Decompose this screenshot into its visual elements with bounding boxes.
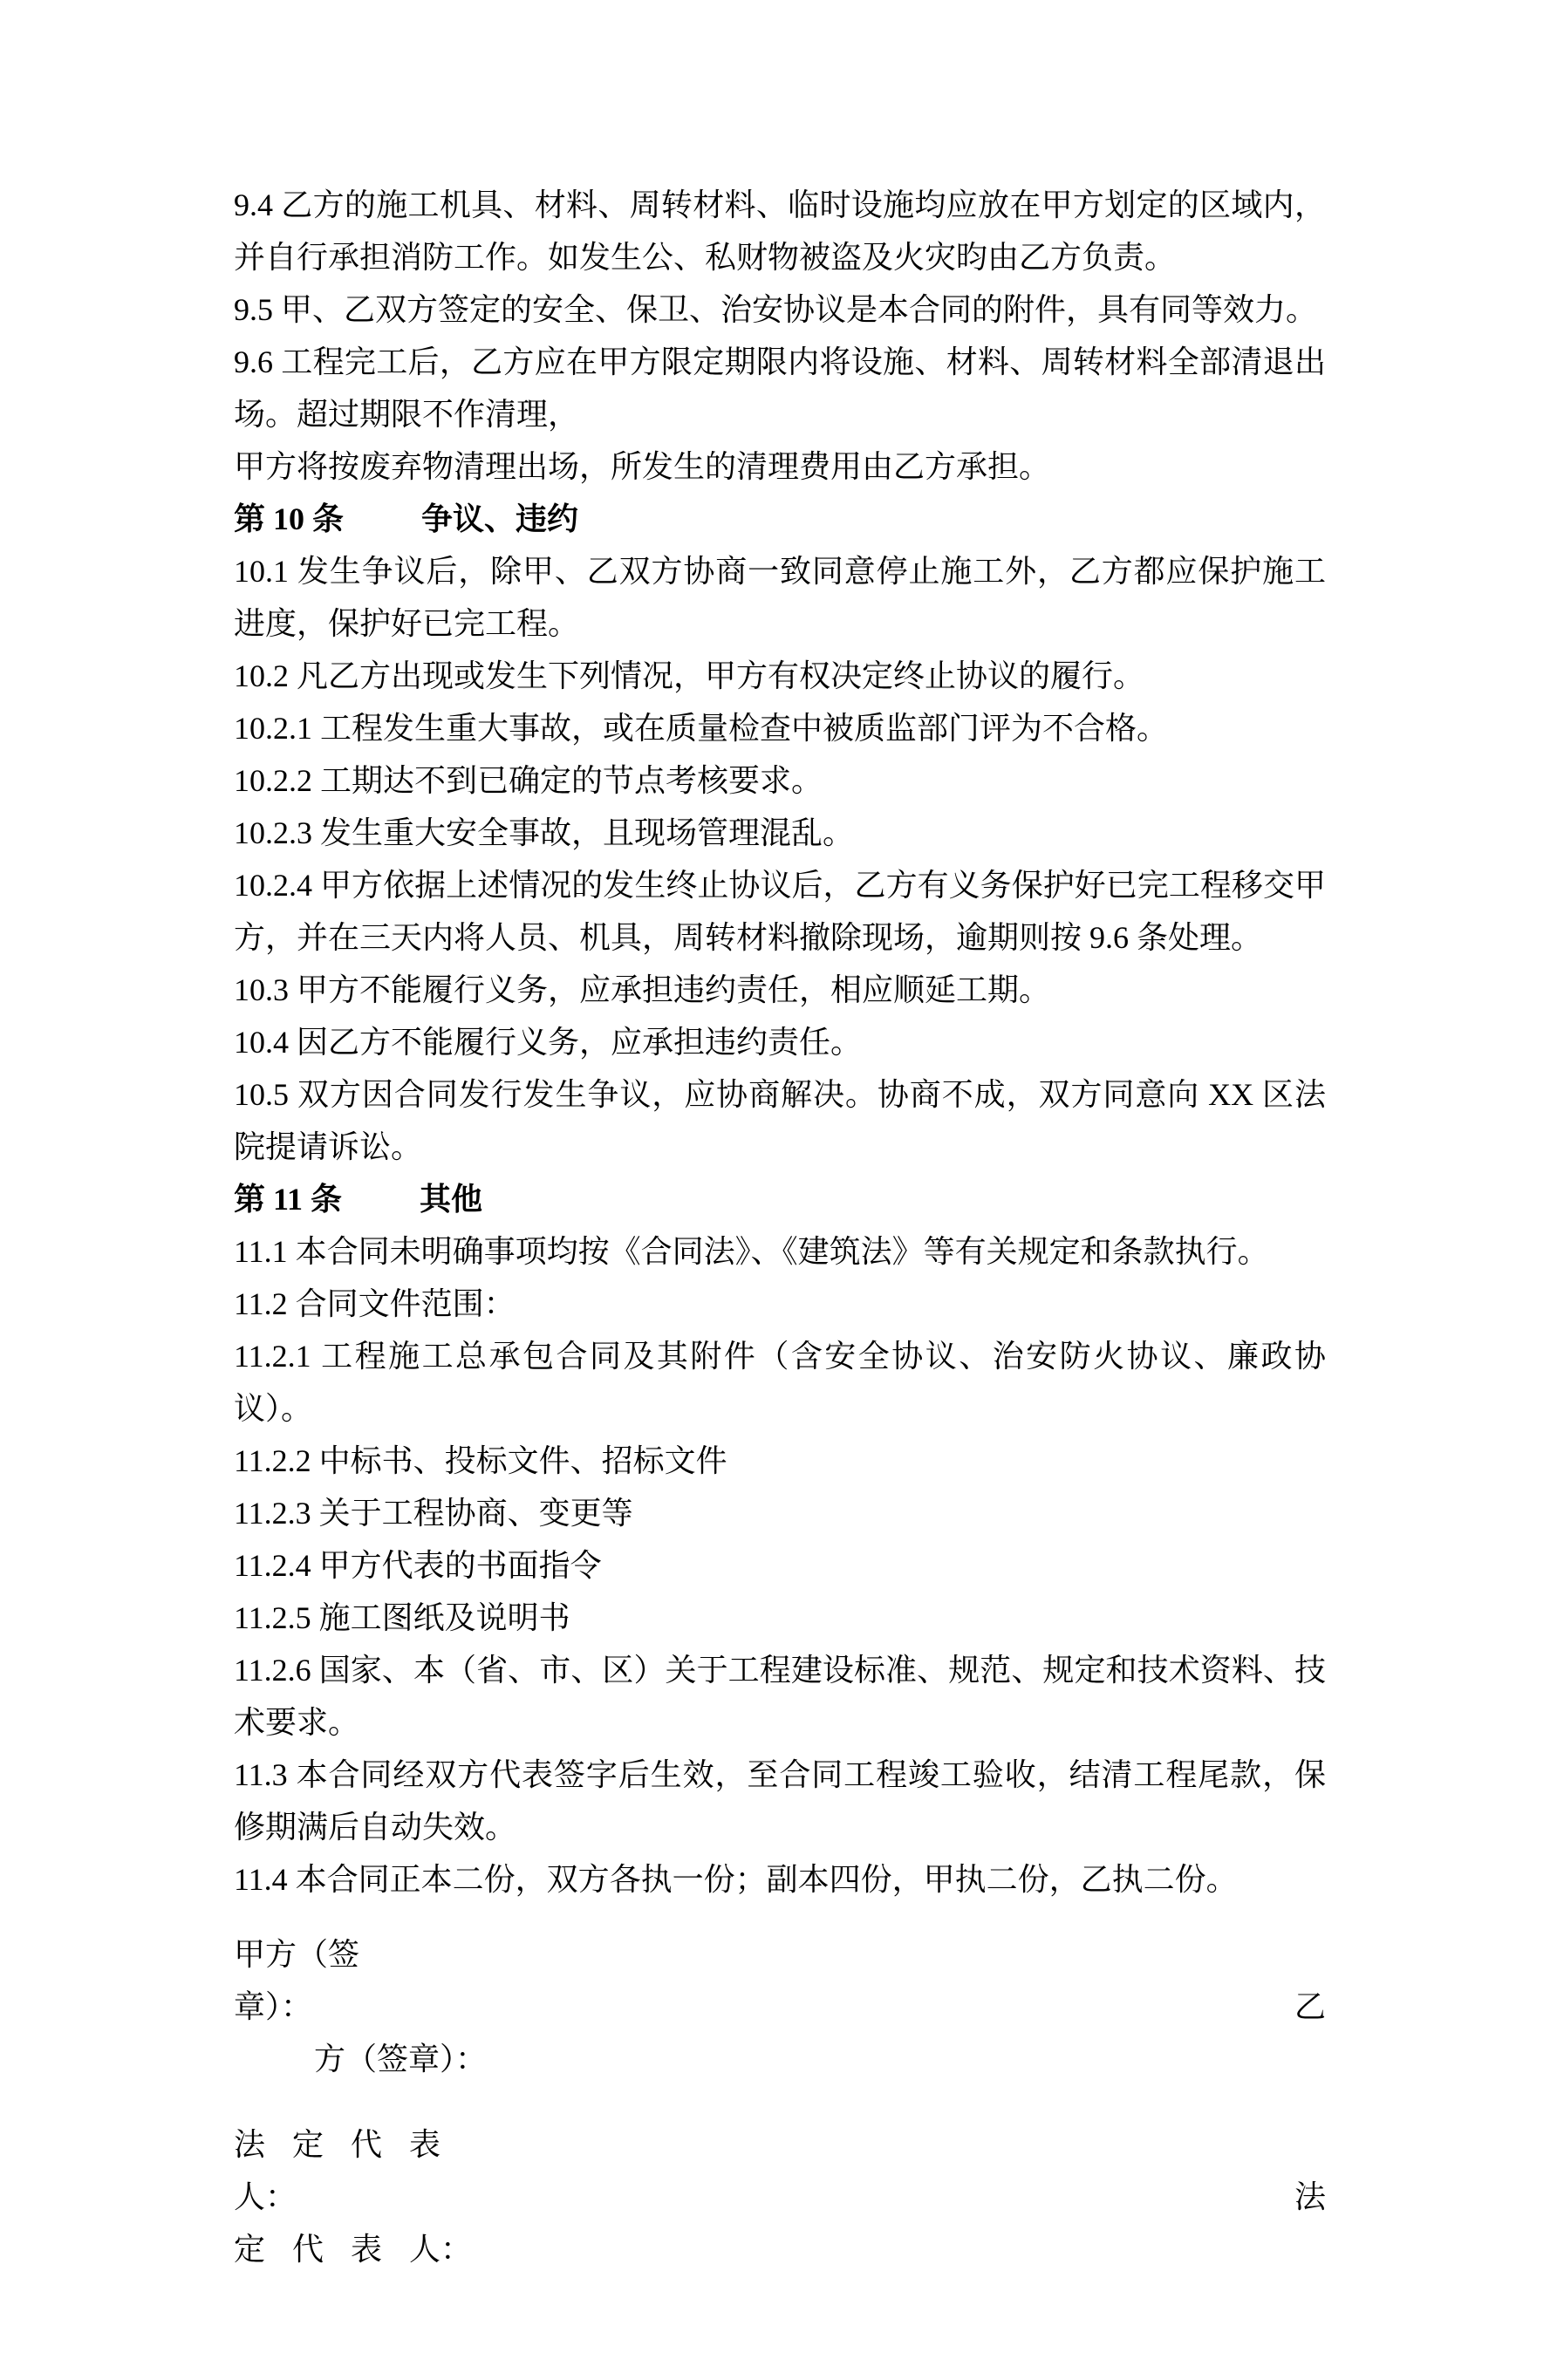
paragraph-10-5: 10.5 双方因合同发行发生争议，应协商解决。协商不成，双方同意向 XX 区法院提请诉讼。 <box>234 1077 1326 1164</box>
paragraph-11-2-2: 11.2.2 中标书、投标文件、招标文件 <box>234 1443 727 1478</box>
paragraph-11-2-4: 11.2.4 甲方代表的书面指令 <box>234 1548 602 1583</box>
section-10-label: 第 10 条 <box>234 501 345 536</box>
sig-line-legal-rep-1: 法 定 代 表 <box>234 2127 441 2162</box>
sig-line-party-b: 方（签章）： <box>314 2042 488 2077</box>
section-10-title: 争议、违约 <box>421 501 579 536</box>
paragraph-9-6-continued: 甲方将按废弃物清理出场，所发生的清理费用由乙方承担。 <box>234 449 1051 484</box>
paragraph-10-1: 10.1 发生争议后，除甲、乙双方协商一致同意停止施工外，乙方都应保护施工进度，保护好已完工程。 <box>234 554 1326 641</box>
paragraph-9-6: 9.6 工程完工后，乙方应在甲方限定期限内将设施、材料、周转材料全部清退出场。超过期限不作清理， <box>234 344 1326 432</box>
party-signature-block <box>234 1928 1326 2085</box>
paragraph-11-3: 11.3 本合同经双方代表签字后生效，至合同工程竣工验收，结清工程尾款，保修期满后自动失效。 <box>234 1757 1326 1845</box>
legal-representative-block <box>234 2118 1326 2275</box>
section-11-label: 第 11 条 <box>234 1182 343 1217</box>
paragraph-11-2-3: 11.2.3 关于工程协商、变更等 <box>234 1496 633 1531</box>
paragraph-11-2-1: 11.2.1 工程施工总承包合同及其附件（含安全协议、治安防火协议、廉政协议）。 <box>234 1339 1326 1426</box>
sig-line-party-a-2-left: 章）： <box>234 1989 313 2024</box>
paragraph-10-2-4: 10.2.4 甲方依据上述情况的发生终止协议后，乙方有义务保护好已完工程移交甲方，并在三天内将人员、机具，周转材料撤除现场，逾期则按 9.6 条处理。 <box>234 868 1326 955</box>
sig-line-legal-rep-wrap-char: 法 <box>1294 2179 1326 2214</box>
sig-line-party-a-1: 甲方（签 <box>234 1937 360 1972</box>
paragraph-11-2: 11.2 合同文件范围： <box>234 1286 516 1321</box>
section-10-heading <box>234 493 1326 545</box>
paragraph-11-1: 11.1 本合同未明确事项均按《合同法》、《建筑法》等有关规定和条款执行。 <box>234 1234 1269 1269</box>
paragraph-10-2-1: 10.2.1 工程发生重大事故，或在质量检查中被质监部门评为不合格。 <box>234 711 1169 746</box>
sig-line-legal-rep-2 <box>234 2171 1326 2223</box>
paragraph-10-4: 10.4 因乙方不能履行义务，应承担违约责任。 <box>234 1025 863 1060</box>
paragraph-10-2-2: 10.2.2 工期达不到已确定的节点考核要求。 <box>234 763 823 798</box>
section-11-title: 其他 <box>420 1182 483 1217</box>
paragraph-9-5: 9.5 甲、乙双方签定的安全、保卫、治安协议是本合同的附件，具有同等效力。 <box>234 292 1318 327</box>
section-11-heading <box>234 1173 1326 1225</box>
paragraph-10-2-3: 10.2.3 发生重大安全事故，且现场管理混乱。 <box>234 815 855 850</box>
paragraph-11-2-6: 11.2.6 国家、本（省、市、区）关于工程建设标准、规范、规定和技术资料、技术要求。 <box>234 1653 1326 1740</box>
sig-line-legal-rep-2-left: 人： <box>234 2179 297 2214</box>
paragraph-11-4: 11.4 本合同正本二份，双方各执一份；副本四份，甲执二份，乙执二份。 <box>234 1862 1238 1897</box>
paragraph-9-4: 9.4 乙方的施工机具、材料、周转材料、临时设施均应放在甲方划定的区域内，并自行承担消防工作。如发生公、私财物被盗及火灾昀由乙方负责。 <box>234 188 1326 275</box>
sig-line-party-b-wrap-char: 乙 <box>1294 1989 1326 2024</box>
sig-line-legal-rep-3: 定 代 表 人： <box>234 2232 473 2267</box>
sig-line-party-a-2 <box>234 1981 1326 2033</box>
paragraph-10-3: 10.3 甲方不能履行义务，应承担违约责任，相应顺延工期。 <box>234 972 1051 1007</box>
contract-body <box>234 179 1326 2275</box>
paragraph-10-2: 10.2 凡乙方出现或发生下列情况，甲方有权决定终止协议的履行。 <box>234 658 1145 693</box>
paragraph-11-2-5: 11.2.5 施工图纸及说明书 <box>234 1600 570 1635</box>
